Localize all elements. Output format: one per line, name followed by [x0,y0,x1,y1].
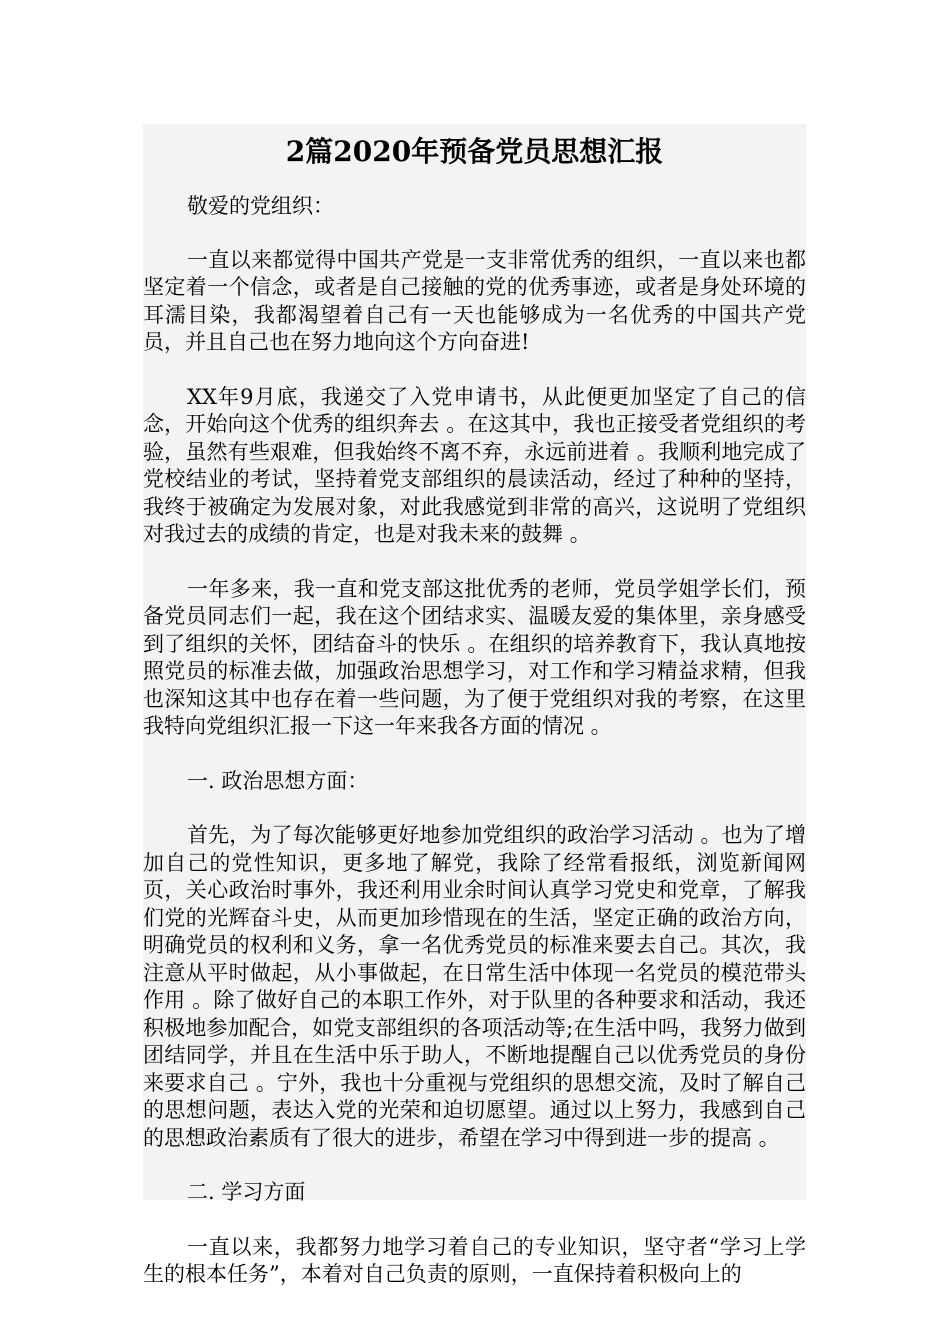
section-heading-political: 一. 政治思想方面： [187,768,369,793]
salutation: 敬爱的党组织： [187,194,334,218]
paragraph-intro: 一直以来都觉得中国共产党是一支非常优秀的组织，一直以来也都坚定着一个信念，或者是自己接触的党的优秀事迹，或者是身处环境的耳濡目染，我都渴望着自己有一天也能够成为一名优秀的中国共产党员，并且自己也在努力地向这个方向奋进! [143,247,806,354]
paragraph-study: 一直以来，我都努力地学习着自己的专业知识，坚守者“学习上学生的根本任务”，本着对自己负责的原则，一直保持着积极向上的 [143,1234,806,1286]
document-body [143,193,806,1316]
paragraph-political: 首先，为了每次能够更好地参加党组织的政治学习活动 。也为了增加自己的党性知识，更多地了解党，我除了经常看报纸，浏览新闻网页，关心政治时事外，我还利用业余时间认真学习党史和党章，了解我们党的光辉奋斗史，从而更加珍惜现在的生活，坚定正确的政治方向，明确党员的权利和义务，拿一名优秀党员的标准来要去自己。其次，我注意从平时做起，从小事做起，在日常生活中体现一名党员的模范带头作用 。除了做好自己的本职工作外，对于队里的各种要求和活动，我还积极地参加配合，如党支部组织的各项活动等;在生活中吗，我努力做到团结同学，并且在生活中乐于助人，不断地提醒自己以优秀党员的身份来要求自己 。宁外，我也十分重视与党组织的思想交流，及时了解自己的思想问题，表达入党的光荣和迫切愿望。通过以上努力，我感到自己的思想政治素质有了很大的进步，希望在学习中得到进一步的提高 。 [143,823,806,1150]
document-title: 2篇2020年预备党员思想汇报 [285,135,664,168]
section-heading-study: 二. 学习方面 [187,1180,306,1204]
paragraph-application: XX年9月底，我递交了入党申请书，从此便更加坚定了自己的信念，开始向这个优秀的组织奔去 。在这其中，我也正接受者党组织的考验，虽然有些艰难，但我始终不离不弃，永远前进着 。我顺利地完成了党校结业的考试，坚持着党支部组织的晨读活动，经过了种种的坚持，我终于被确定为发展对象，对此我感觉到非常的高兴，这说明了党组织对我过去的成绩的肯定，也是对我未来的鼓舞 。 [143,384,806,546]
paragraph-year-review: 一年多来，我一直和党支部这批优秀的老师，党员学姐学长们，预备党员同志们一起，我在这个团结求实、温暖友爱的集体里，亲身感受到了组织的关怀，团结奋斗的快乐 。在组织的培养教育下，我认真地按照党员的标准去做，加强政治思想学习，对工作和学习精益求精，但我也深知这其中也存在着一些问题，为了便于党组织对我的考察，在这里我特向党组织汇报一下这一年来我各方面的情况 。 [143,576,806,738]
